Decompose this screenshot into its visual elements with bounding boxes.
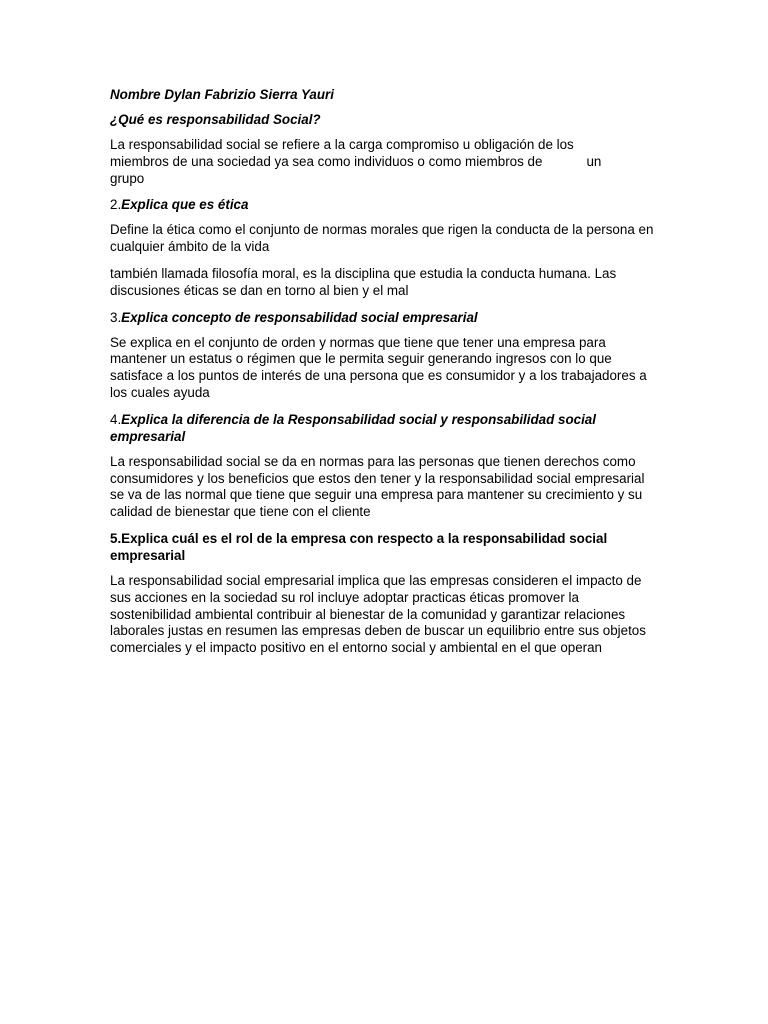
question-2-number: 2.	[110, 197, 122, 213]
question-5-text: Explica cuál es el rol de la empresa con respecto a la responsabilidad social empresarial	[110, 530, 608, 563]
answer-2-paragraph-1: Define la ética como el conjunto de normas morales que rigen la conducta de la persona en cualquier ámbito de la vida	[110, 222, 654, 255]
answer-5: La responsabilidad social empresarial implica que las empresas consideren el impacto de sus acciones en la sociedad su rol incluye adoptar practicas éticas promover la sostenibilidad ambiental contribuir al bienestar de la comunidad y garantizar relaciones laborales justas en resumen las empresas deben de buscar un equilibrio entre sus objetos comerciales y el impacto positivo en el entorno social y ambiental en el que operan	[110, 572, 646, 656]
answer-3: Se explica en el conjunto de orden y normas que tiene que tener una empresa para mantener un estatus o régimen que le permita seguir generando ingresos con lo que satisface a los puntos de interés de una persona que es consumidor y a los trabajadores a los cuales ayuda	[110, 334, 647, 400]
answer-1-line-3: grupo	[110, 170, 145, 186]
question-4-text: Explica la diferencia de la Responsabilidad social y responsabilidad social empresarial	[110, 411, 596, 444]
answer-1-line-2a: miembros de una sociedad ya sea como individuos o como miembros de	[110, 153, 543, 169]
question-5	[110, 530, 658, 564]
answer-2-paragraph-2: también llamada filosofía moral, es la disciplina que estudia la conducta humana. Las discusiones éticas se dan en torno al bien y el mal	[110, 265, 617, 298]
answer-1	[110, 137, 658, 187]
answer-1-line-1: La responsabilidad social se refiere a la carga compromiso u obligación de los	[110, 137, 574, 152]
question-4	[110, 411, 658, 445]
question-5-number: 5.	[110, 530, 122, 546]
student-name: Nombre Dylan Fabrizio Sierra Yauri	[110, 87, 334, 102]
answer-1-line-2b: un	[586, 153, 602, 169]
question-2-text: Explica que es ética	[121, 197, 249, 213]
question-3	[110, 309, 658, 326]
question-3-number: 3.	[110, 309, 122, 325]
question-1: ¿Qué es responsabilidad Social?	[110, 112, 321, 127]
question-3-text: Explica concepto de responsabilidad social empresarial	[121, 309, 478, 325]
question-4-number: 4.	[110, 411, 122, 427]
question-2	[110, 196, 658, 213]
answer-4: La responsabilidad social se da en normas para las personas que tienen derechos como consumidores y los beneficios que estos den tener y la responsabilidad social empresarial se va de las normal que tiene que seguir una empresa para mantener su crecimiento y su calidad de bienestar que tiene con el cliente	[110, 453, 645, 520]
